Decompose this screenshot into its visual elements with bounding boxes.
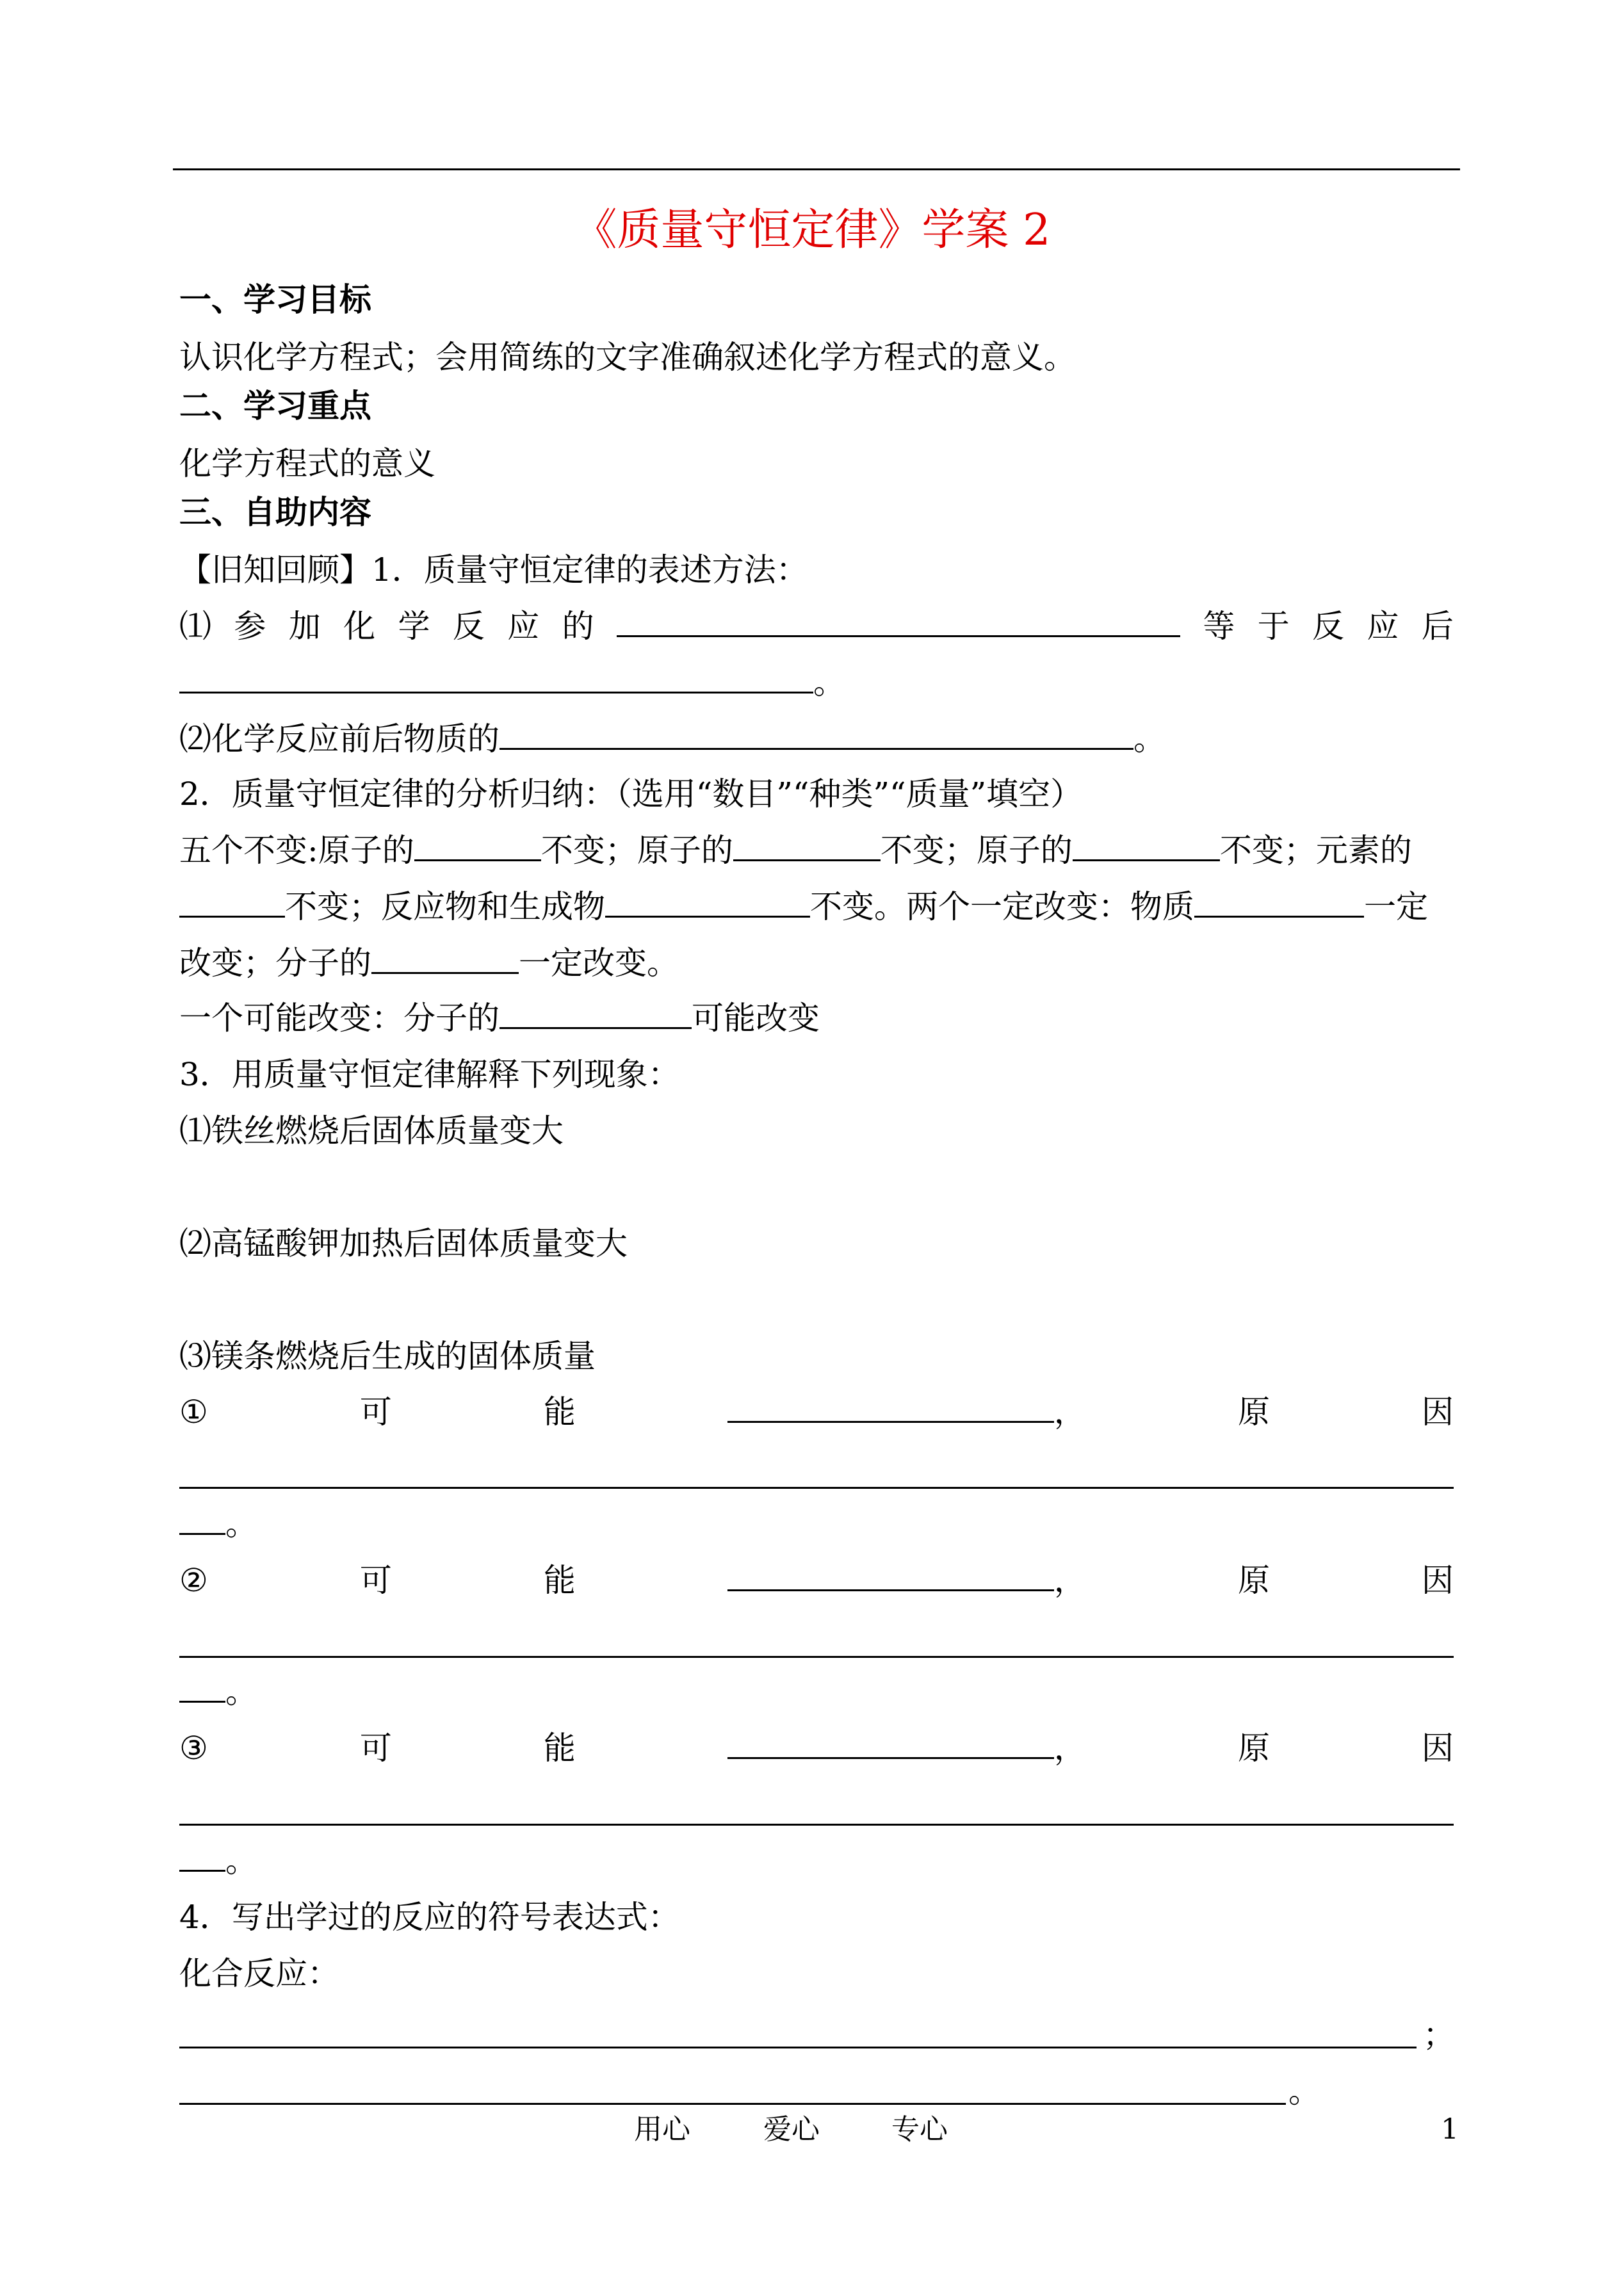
page-title: 《质量守恒定律》学案 2	[573, 205, 1051, 255]
combination-reaction-label: 化合反应：	[179, 1955, 339, 1992]
five-c: 不变；原子的	[880, 832, 1073, 869]
reason-2-end	[179, 1673, 257, 1711]
five-d: 不变；元素的	[1219, 832, 1412, 869]
five-a: 五个不变:原子的	[179, 832, 414, 869]
five-h: 改变；分子的	[179, 945, 371, 982]
blank-substance[interactable]	[1194, 888, 1364, 918]
one-possible-change	[179, 999, 820, 1037]
reason-char: 原	[1237, 1393, 1270, 1431]
phenomenon-1: ⑴铁丝燃烧后固体质量变大	[179, 1112, 564, 1149]
blank-molecule[interactable]	[371, 944, 519, 974]
period: 。	[1133, 720, 1165, 758]
possibility-3-blank[interactable]	[727, 1729, 1054, 1759]
five-i: 一定改变。	[519, 945, 679, 982]
blank-atom-3[interactable]	[1073, 831, 1220, 861]
q1-char: 加	[288, 608, 321, 645]
five-b: 不变；原子的	[540, 832, 733, 869]
reason-char: 原	[1237, 1562, 1270, 1599]
section-heading-objectives: 一、学习目标	[179, 280, 371, 318]
reason-1-line[interactable]	[179, 1487, 1454, 1489]
five-invariants-line-3	[179, 944, 679, 982]
q1-char: ⑴	[179, 608, 211, 645]
review-item-3: 3．用质量守恒定律解释下列现象：	[179, 1056, 680, 1093]
possibility-1-line	[179, 1393, 1454, 1431]
possibility-number: ①	[179, 1393, 208, 1431]
possibility-char: 可	[359, 1562, 392, 1599]
q2-prefix: ⑵化学反应前后物质的	[179, 720, 499, 758]
one-a: 一个可能改变：分子的	[179, 1000, 499, 1037]
possibility-number: ②	[179, 1562, 208, 1599]
blank-molecule-count[interactable]	[499, 999, 692, 1029]
reason-char: 原	[1237, 1730, 1270, 1767]
combination-answer-line-1[interactable]	[179, 2047, 1417, 2048]
period: 。	[225, 1842, 257, 1879]
q1-char: 的	[562, 608, 594, 645]
objectives-text: 认识化学方程式；会用简练的文字准确叙述化学方程式的意义。	[179, 339, 1076, 376]
review-item-2: 2．质量守恒定律的分析归纳：（选用“数目”“种类”“质量”填空）	[179, 775, 1083, 813]
page-number: 1	[1441, 2113, 1459, 2146]
five-invariants-line-1	[179, 831, 1412, 870]
possibility-2-line	[179, 1561, 1454, 1600]
blank-atom-1[interactable]	[414, 831, 541, 861]
one-b: 可能改变	[692, 1000, 820, 1037]
q1-char: 学	[398, 608, 430, 645]
section-heading-self-help: 三、自助内容	[179, 493, 371, 531]
possibility-3-line	[179, 1729, 1454, 1767]
possibility-char: 能	[543, 1393, 576, 1431]
comma: ，	[1053, 1730, 1086, 1767]
q1-line	[179, 607, 1454, 645]
reason-3-blank-end[interactable]	[179, 1842, 225, 1872]
q2-line	[179, 720, 1165, 758]
five-f: 不变。两个一定改变：物质	[810, 888, 1194, 925]
q2-blank[interactable]	[499, 720, 1133, 750]
footer-motto-1: 用心	[634, 2113, 690, 2146]
possibility-char: 能	[543, 1562, 576, 1599]
blank-reactants[interactable]	[605, 888, 810, 918]
q1-char: 等	[1203, 608, 1235, 645]
reason-3-end	[179, 1842, 257, 1880]
q1-char: 参	[234, 608, 266, 645]
five-e: 不变；反应物和生成物	[285, 888, 605, 925]
q1-char: 应	[1367, 608, 1399, 645]
focus-text: 化学方程式的意义	[179, 445, 435, 482]
section-heading-focus: 二、学习重点	[179, 387, 371, 425]
five-g: 一定	[1364, 888, 1428, 925]
footer-motto-3: 专心	[891, 2113, 948, 2146]
reason-3-line[interactable]	[179, 1824, 1454, 1826]
q1-char: 反	[1312, 608, 1345, 645]
period-end: 。	[1288, 2073, 1320, 2110]
q1-blank-1[interactable]	[617, 607, 1180, 637]
q1-char: 后	[1421, 608, 1454, 645]
q1-char: 反	[452, 608, 485, 645]
q1-blank-2[interactable]	[179, 663, 813, 693]
possibility-char: 可	[359, 1730, 392, 1767]
blank-element[interactable]	[179, 888, 285, 918]
period: 。	[813, 664, 845, 701]
reason-2-blank-end[interactable]	[179, 1673, 225, 1703]
reason-2-line[interactable]	[179, 1656, 1454, 1658]
reason-char: 因	[1421, 1730, 1454, 1767]
period: 。	[225, 1505, 257, 1543]
reason-char: 因	[1421, 1562, 1454, 1599]
blank-atom-2[interactable]	[733, 831, 881, 861]
phenomenon-3: ⑶镁条燃烧后生成的固体质量	[179, 1338, 596, 1375]
q1-char: 于	[1257, 608, 1290, 645]
review-item-4: 4．写出学过的反应的符号表达式：	[179, 1899, 680, 1936]
possibility-char: 能	[543, 1730, 576, 1767]
comma: ，	[1053, 1562, 1086, 1599]
reason-1-blank-end[interactable]	[179, 1505, 225, 1535]
footer-motto-2: 爱心	[763, 2113, 820, 2146]
phenomenon-2: ⑵高锰酸钾加热后固体质量变大	[179, 1225, 628, 1262]
reason-1-end	[179, 1505, 257, 1543]
q1-continuation	[179, 663, 845, 702]
five-invariants-line-2	[179, 888, 1428, 926]
semicolon: ；	[1423, 2016, 1455, 2054]
review-item-1: 【旧知回顾】1．质量守恒定律的表述方法：	[179, 551, 808, 588]
possibility-number: ③	[179, 1730, 208, 1767]
possibility-char: 可	[359, 1393, 392, 1431]
period: 。	[225, 1673, 257, 1710]
possibility-2-blank[interactable]	[727, 1561, 1054, 1591]
possibility-1-blank[interactable]	[727, 1393, 1054, 1423]
combination-answer-line-2[interactable]	[179, 2103, 1286, 2105]
q1-char: 化	[343, 608, 376, 645]
q1-char: 应	[507, 608, 540, 645]
reason-char: 因	[1421, 1393, 1454, 1431]
comma: ，	[1053, 1393, 1086, 1431]
header-rule	[173, 168, 1460, 170]
